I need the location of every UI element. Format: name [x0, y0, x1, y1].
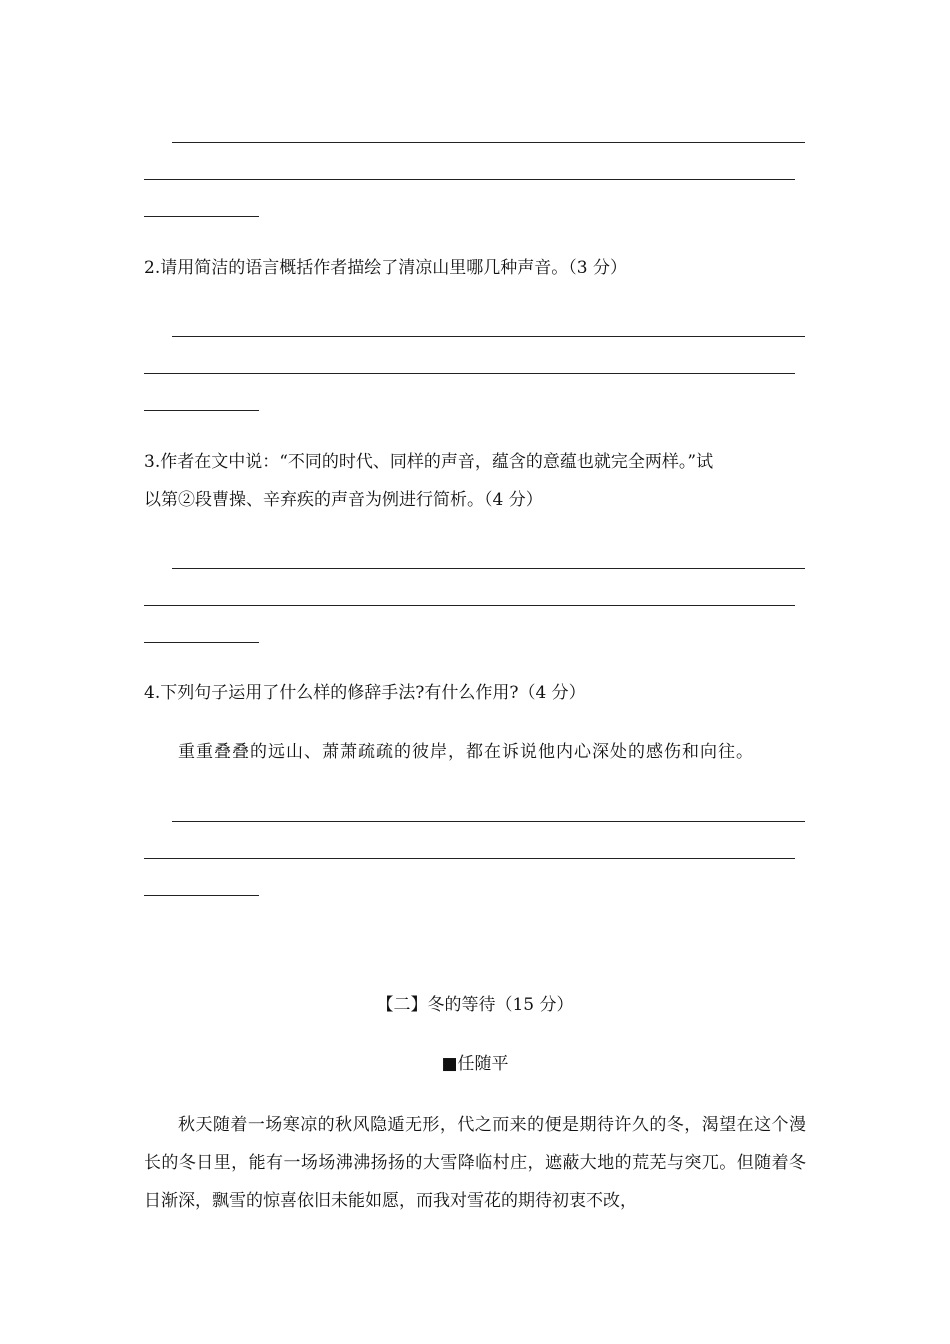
question-number: 2.	[144, 258, 161, 278]
answer-line	[144, 179, 795, 180]
answer-line	[144, 373, 795, 374]
question-3-continued: 以第②段曹操、辛弃疾的声音为例进行简析。（4 分）	[144, 490, 543, 510]
question-4	[144, 681, 586, 705]
answer-line	[172, 821, 805, 822]
question-text: 请用简洁的语言概括作者描绘了清凉山里哪几种声音。（3 分）	[160, 258, 627, 278]
question-number: 3.	[144, 452, 161, 472]
question-3	[144, 450, 713, 474]
passage-paragraph: 秋天随着一场寒凉的秋风隐遁无形，代之而来的便是期待许久的冬，渴望在这个漫长的冬日里，能有一场场沸沸扬扬的大雪降临村庄，遮蔽大地的荒芜与突兀。但随着冬日渐深，飘雪的惊喜依旧未能如愿，而我对雪花的期待初衷不改，	[144, 1115, 806, 1211]
answer-line	[144, 410, 259, 411]
answer-line	[144, 858, 795, 859]
answer-line	[144, 895, 259, 896]
answer-line	[172, 142, 805, 143]
section-author: ■任随平	[441, 1054, 509, 1074]
answer-line	[172, 336, 805, 337]
answer-line	[144, 605, 795, 606]
answer-line	[144, 216, 259, 217]
question-2	[144, 256, 627, 280]
section-title: 【二】冬的等待（15 分）	[376, 995, 574, 1015]
answer-line	[144, 642, 259, 643]
quoted-sentence: 重重叠叠的远山、萧萧疏疏的彼岸，都在诉说他内心深处的感伤和向往。	[178, 742, 754, 762]
question-text: 下列句子运用了什么样的修辞手法?有什么作用?（4 分）	[160, 683, 586, 703]
question-number: 4.	[144, 683, 161, 703]
answer-line	[172, 568, 805, 569]
question-text: 作者在文中说：“不同的时代、同样的声音，蕴含的意蕴也就完全两样。”试	[160, 452, 714, 472]
